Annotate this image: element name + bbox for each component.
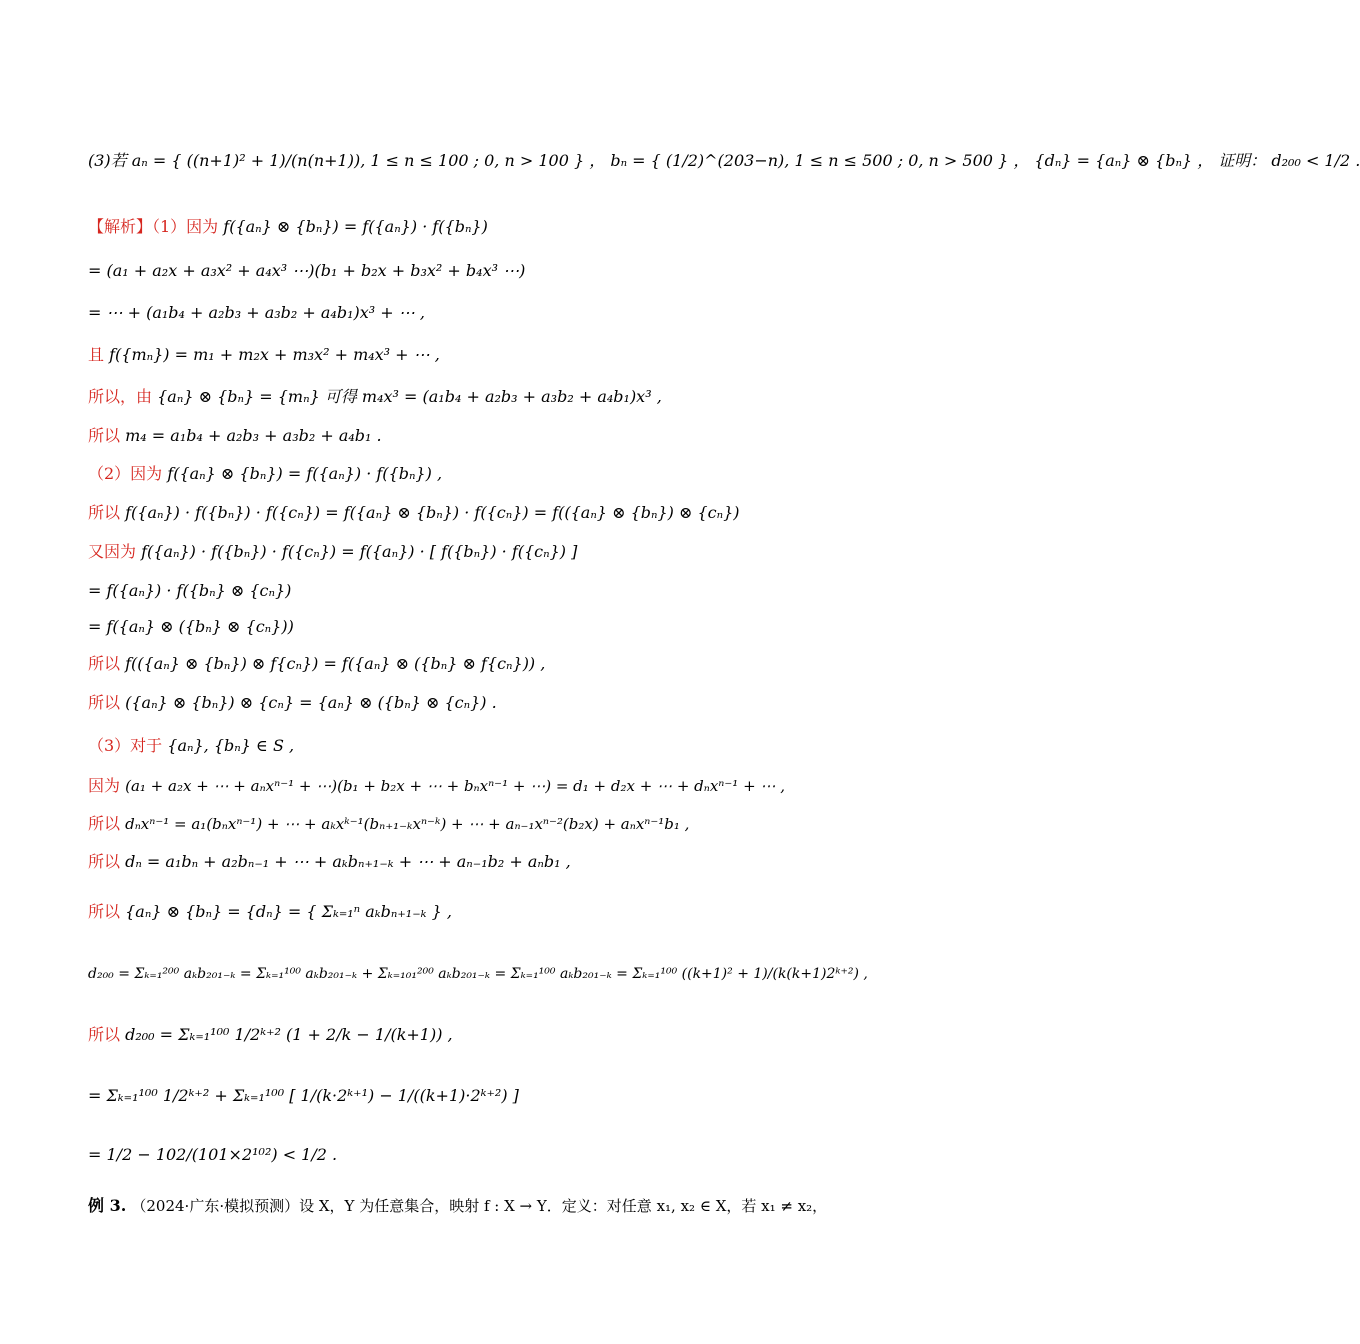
solution-conclusion: = 1/2 − 102/(101×2¹⁰²) < 1/2 . — [88, 1145, 338, 1164]
solution-line: = (a₁ + a₂x + a₃x² + a₄x³ ⋯)(b₁ + b₂x + b₃x² + b₄x³ ⋯) — [88, 261, 526, 280]
solution-line: d₂₀₀ = Σₖ₌₁²⁰⁰ aₖb₂₀₁₋ₖ = Σₖ₌₁¹⁰⁰ aₖb₂₀₁₋ₖ + Σₖ₌₁₀₁²⁰⁰ aₖb₂₀₁₋ₖ = Σₖ₌₁¹⁰⁰ aₖb₂₀₁₋ₖ = Σₖ₌₁¹⁰⁰ ((k+1)² + 1)/(k(k+1)2ᵏ⁺²) , — [88, 966, 868, 982]
solution-line: 且 f({mₙ}) = m₁ + m₂x + m₃x² + m₄x³ + ⋯ , — [88, 345, 440, 364]
solution-line: = Σₖ₌₁¹⁰⁰ 1/2ᵏ⁺² + Σₖ₌₁¹⁰⁰ [ 1/(k·2ᵏ⁺¹) − 1/((k+1)·2ᵏ⁺²) ] — [88, 1086, 519, 1105]
solution-3-intro: （3）对于 {aₙ}, {bₙ} ∈ S , — [88, 736, 295, 755]
solution-line: 所以 f({aₙ}) · f({bₙ}) · f({cₙ}) = f({aₙ} ⊗ {bₙ}) · f({cₙ}) = f(({aₙ} ⊗ {bₙ}) ⊗ {cₙ}) — [88, 503, 740, 522]
solution-line: 所以 m₄ = a₁b₄ + a₂b₃ + a₃b₂ + a₄b₁ . — [88, 426, 382, 445]
solution-line: 所以 dₙxⁿ⁻¹ = a₁(bₙxⁿ⁻¹) + ⋯ + aₖxᵏ⁻¹(bₙ₊₁₋ₖxⁿ⁻ᵏ) + ⋯ + aₙ₋₁xⁿ⁻²(b₂x) + aₙxⁿ⁻¹b₁ , — [88, 814, 690, 833]
solution-line: 所以 d₂₀₀ = Σₖ₌₁¹⁰⁰ 1/2ᵏ⁺² (1 + 2/k − 1/(k+1)) , — [88, 1025, 453, 1044]
solution-tag: 【解析】（1）因为 — [88, 217, 219, 236]
solution-line: 所以 dₙ = a₁bₙ + a₂bₙ₋₁ + ⋯ + aₖbₙ₊₁₋ₖ + ⋯ + aₙ₋₁b₂ + aₙb₁ , — [88, 852, 571, 871]
problem-3-statement: (3)若 aₙ = { ((n+1)² + 1)/(n(n+1)), 1 ≤ n ≤ 100 ; 0, n > 100 } ， bₙ = { (1/2)^(203−n), 1 ≤ n ≤ 500 ; 0, n > 500 } ， {dₙ} = {aₙ} ⊗ {bₙ} ， 证明： d₂₀₀ < 1/2 . — [88, 151, 1360, 170]
solution-2-intro: （2）因为 f({aₙ} ⊗ {bₙ}) = f({aₙ}) · f({bₙ}) , — [88, 464, 443, 483]
solution-line: 所以 ({aₙ} ⊗ {bₙ}) ⊗ {cₙ} = {aₙ} ⊗ ({bₙ} ⊗ {cₙ}) . — [88, 693, 497, 712]
solution-line: = f({aₙ} ⊗ ({bₙ} ⊗ {cₙ})) — [88, 617, 294, 636]
solution-line: = ⋯ + (a₁b₄ + a₂b₃ + a₃b₂ + a₄b₁)x³ + ⋯ , — [88, 303, 425, 322]
solution-line: = f({aₙ}) · f({bₙ} ⊗ {cₙ}) — [88, 581, 292, 600]
solution-line: 所以，由 {aₙ} ⊗ {bₙ} = {mₙ} 可得 m₄x³ = (a₁b₄ + a₂b₃ + a₃b₂ + a₄b₁)x³ , — [88, 387, 662, 406]
solution-line: 又因为 f({aₙ}) · f({bₙ}) · f({cₙ}) = f({aₙ}) · [ f({bₙ}) · f({cₙ}) ] — [88, 542, 578, 561]
solution-line: 所以 f(({aₙ} ⊗ {bₙ}) ⊗ f{cₙ}) = f({aₙ} ⊗ ({bₙ} ⊗ f{cₙ})) , — [88, 654, 546, 673]
example-3-statement: 例 3. （2024·广东·模拟预测）设 X，Y 为任意集合，映射 f : X → Y．定义：对任意 x₁, x₂ ∈ X，若 x₁ ≠ x₂， — [88, 1196, 828, 1215]
solution-1-intro: 【解析】（1）因为 f({aₙ} ⊗ {bₙ}) = f({aₙ}) · f({bₙ}) — [88, 217, 488, 236]
example-label: 例 3. — [88, 1196, 127, 1215]
solution-line: 所以 {aₙ} ⊗ {bₙ} = {dₙ} = { Σₖ₌₁ⁿ aₖbₙ₊₁₋ₖ } , — [88, 902, 452, 921]
solution-line: 因为 (a₁ + a₂x + ⋯ + aₙxⁿ⁻¹ + ⋯)(b₁ + b₂x + ⋯ + bₙxⁿ⁻¹ + ⋯) = d₁ + d₂x + ⋯ + dₙxⁿ⁻¹ + ⋯ , — [88, 776, 785, 795]
